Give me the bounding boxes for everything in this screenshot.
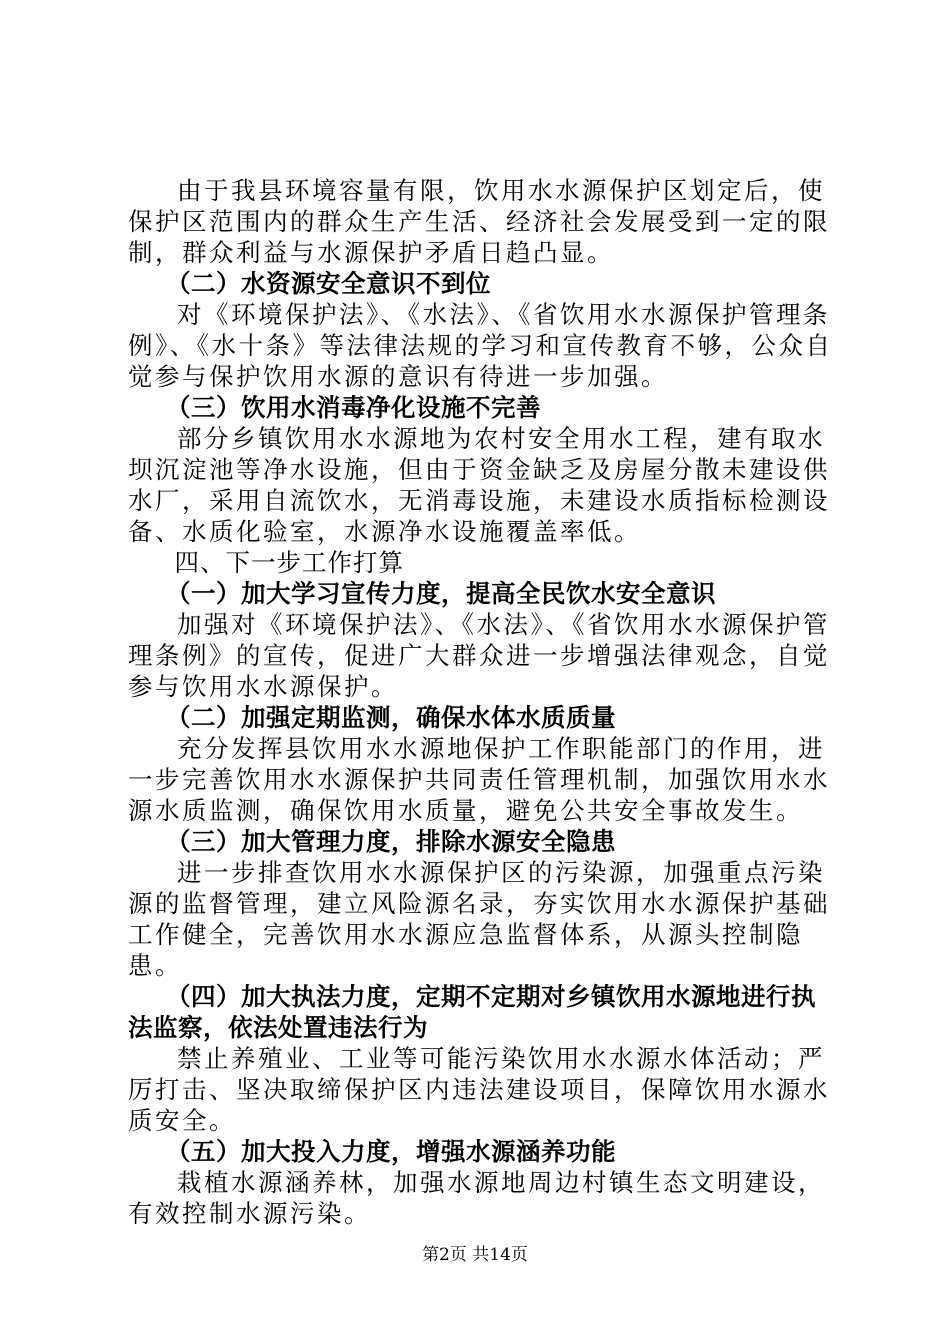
section-heading: 四、下一步工作打算 (174, 548, 405, 577)
subheading: （一）加大学习宣传力度，提高全民饮水安全意识 (165, 579, 716, 608)
paragraph: 加强对《环境保护法》、《水法》、《省饮用水水源保护管理条例》的宣传，促进广大群众进一步增强法律观念，自觉参与饮用水水源保护。 (128, 610, 830, 701)
paragraph: 进一步排查饮用水水源保护区的污染源，加强重点污染源的监督管理，建立风险源名录，夯实饮用水水源保护基础工作健全，完善饮用水水源应急监督体系，从源头控制隐患。 (128, 858, 830, 980)
subheading: （二）加强定期监测，确保水体水质质量 (165, 703, 616, 732)
paragraph: 禁止养殖业、工业等可能污染饮用水水源水体活动；严厉打击、坚决取缔保护区内违法建设项目，保障饮用水源水质安全。 (128, 1044, 830, 1135)
paragraph: 充分发挥县饮用水水源地保护工作职能部门的作用，进一步完善饮用水水源保护共同责任管理机制，加强饮用水水源水质监测，确保饮用水质量，避免公共安全事故发生。 (128, 734, 830, 825)
subheading: （五）加大投入力度，增强水源涵养功能 (165, 1137, 616, 1166)
document-body (128, 175, 834, 1229)
paragraph: 部分乡镇饮用水水源地为农村安全用水工程，建有取水坝沉淀池等净水设施，但由于资金缺乏及房屋分散未建设供水厂，采用自流饮水，无消毒设施，未建设水质指标检测设备、水质化验室，水源净水设施覆盖率低。 (128, 424, 830, 546)
page-number: 第2页 共14页 (422, 1245, 528, 1265)
paragraph: 对《环境保护法》、《水法》、《省饮用水水源保护管理条例》、《水十条》等法律法规的学习和宣传教育不够，公众自觉参与保护饮用水源的意识有待进一步加强。 (128, 300, 833, 391)
subheading: （三）饮用水消毒净化设施不完善 (165, 393, 541, 422)
paragraph: 由于我县环境容量有限，饮用水水源保护区划定后，使保护区范围内的群众生产生活、经济社会发展受到一定的限制，群众利益与水源保护矛盾日趋凸显。 (128, 176, 830, 267)
subheading: （二）水资源安全意识不到位 (165, 269, 491, 298)
subheading: （三）加大管理力度，排除水源安全隐患 (165, 827, 616, 856)
paragraph: 栽植水源涵养林，加强水源地周边村镇生态文明建设，有效控制水源污染。 (128, 1168, 825, 1228)
subheading: （四）加大执法力度，定期不定期对乡镇饮用水源地进行执法监察，依法处置违法行为 (128, 982, 816, 1042)
